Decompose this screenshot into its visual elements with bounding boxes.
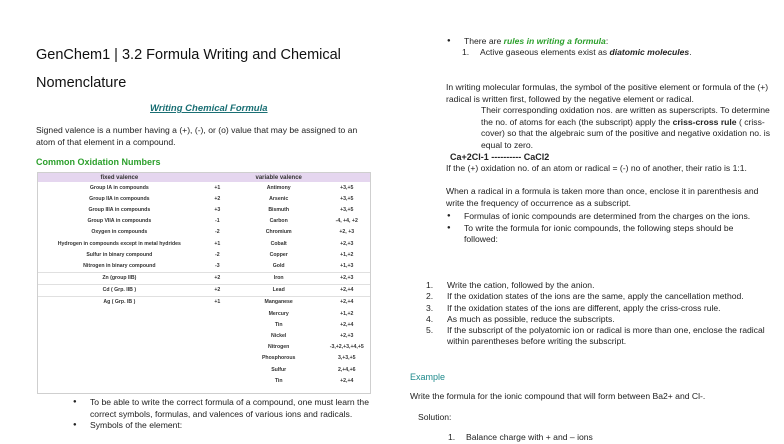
table-cell-fv: +1 (214, 184, 221, 191)
table-cell-fixed (38, 330, 201, 341)
table-cell-var: Mercury (268, 310, 289, 317)
table-cell-fixed: Ag ( Grp. IB ) (38, 296, 201, 308)
table-cell-fixed (38, 364, 201, 375)
table-cell-vv: +3,+5 (340, 206, 354, 213)
table-row (38, 319, 370, 330)
table-row (38, 296, 370, 308)
list-item: ● Formulas of ionic compounds are determined from the charges on the ions. (447, 211, 769, 223)
table-cell-var: Copper (269, 251, 288, 258)
radical-paragraph: When a radical in a formula is taken more than once, enclose it in parenthesis and write the frequency of occurrence as a subscript. (446, 186, 759, 208)
table-cell-fv: +1 (214, 240, 221, 247)
table-cell-var: Sulfur (271, 366, 287, 373)
list-item: 4. As much as possible, reduce the subscripts. (426, 313, 615, 324)
table-cell-var: Lead (234, 284, 324, 296)
table-cell-vv: +2,+3 (340, 333, 354, 340)
ionic-bullets (447, 211, 769, 246)
table-row (38, 227, 370, 238)
table-cell-fixed (38, 319, 201, 330)
list-item: 1. Write the cation, followed by the anion. (426, 280, 595, 290)
table-cell-var: Chromium (265, 229, 292, 236)
page-title (36, 44, 376, 94)
table-cell-vv: 2,+4,+6 (337, 366, 356, 373)
table-cell-var: Antimony (266, 184, 291, 191)
example-label: Example (410, 372, 446, 382)
table-cell-fixed: Group IIA in compounds (89, 195, 150, 202)
rules-bullet (447, 36, 767, 48)
table-cell-fv (201, 308, 234, 319)
table-cell-var: Tin (274, 377, 283, 384)
criss-cross-paragraph: Their corresponding oxidation nos. are written as superscripts. To determine the no. of atoms for each (the subscript) apply the criss-cross rule ( criss-cover) so that the algebraic sum of the positive and negative oxidation no. is equal to zero. (481, 105, 771, 150)
list-item: ● Symbols of the element: (73, 420, 373, 432)
table-cell-fv: -2 (214, 251, 220, 258)
table-row (38, 364, 370, 375)
table-cell-fv (201, 375, 234, 386)
table-cell-fixed (38, 308, 201, 319)
table-cell-vv: +1,+2 (340, 310, 354, 317)
common-oxidation-heading: Common Oxidation Numbers (36, 157, 161, 167)
table-row (38, 284, 370, 296)
list-item: 2. If the oxidation states of the ions are the same, apply the cancellation method. (426, 291, 744, 302)
table-cell-var: Tin (274, 321, 283, 328)
table-cell-vv: +3,+5 (340, 184, 354, 191)
table-row (38, 238, 370, 249)
list-item: ● To be able to write the correct formula of a compound, one must learn the correct symbols, formulas, and valences of various ions and radicals. (73, 397, 373, 420)
table-cell-fv (201, 342, 234, 353)
table-cell-fv (201, 319, 234, 330)
table-cell-var: Nickel (271, 333, 287, 340)
table-row (38, 216, 370, 227)
table-cell-var: Cobalt (270, 240, 287, 247)
table-row (38, 204, 370, 215)
header-variable-valence: variable valence (234, 173, 324, 182)
table-cell-vv: +2,+3 (340, 240, 354, 247)
table-cell-var: Manganese (234, 296, 324, 308)
table-cell-var: Carbon (269, 218, 288, 225)
table-cell-fv: -3 (214, 262, 220, 269)
table-cell-vv: +2,+4 (324, 296, 371, 308)
table-cell-fixed: Zn (group IIB) (38, 272, 201, 284)
steps-list (426, 280, 776, 348)
table-cell-vv: +2,+4 (340, 321, 354, 328)
table-cell-var: Phosphorous (261, 355, 296, 362)
table-cell-var: Arsenic (269, 195, 289, 202)
table-cell-fv: +2 (201, 272, 234, 284)
table-cell-fixed (38, 353, 201, 364)
table-cell-fv (201, 364, 234, 375)
table-row (38, 353, 370, 364)
table-cell-fv (201, 353, 234, 364)
table-cell-fixed: Group IA in compounds (89, 184, 149, 191)
list-item: 3. If the oxidation states of the ions are different, apply the criss-cross rule. (426, 302, 721, 313)
table-row (38, 330, 370, 341)
table-cell-fv: +2 (214, 195, 221, 202)
table-cell-fv: -1 (214, 218, 220, 225)
table-cell-var: Nitrogen (268, 344, 290, 351)
criss-cross-rule: criss-cross rule (672, 116, 737, 127)
table-cell-vv: -4, +4, +2 (335, 218, 358, 225)
section-subheading: Writing Chemical Formula (150, 103, 268, 114)
table-cell-var: Iron (234, 272, 324, 284)
table-cell-fixed: Cd ( Grp. IIB ) (38, 284, 201, 296)
molecular-formula-paragraph: In writing molecular formulas, the symbol of the positive element or formula of the (+) radical is written first, followed by the negative element or radical. (446, 82, 769, 104)
table-cell-vv: -3,+2,+3,+4,+5 (329, 344, 364, 351)
table-row (38, 182, 370, 193)
table-cell-vv: +2,+4 (340, 377, 354, 384)
header-fixed-valence: fixed valence (38, 173, 201, 182)
table-cell-vv: +2,+3 (324, 272, 371, 284)
solution-step: 1. Balance charge with + and – ions (448, 432, 593, 442)
table-cell-fixed: Nitrogen in binary compound (83, 262, 156, 269)
table-cell-fixed: Hydrogen in compounds except in metal hydrides (57, 240, 181, 247)
title-line-2: Nomenclature (36, 75, 127, 91)
rules-emphasis: rules in writing a formula (503, 36, 606, 46)
criss-cross-equation: Ca+2Cl-1 ---------- CaCl2 (450, 152, 550, 162)
table-cell-fv: +1 (201, 296, 234, 308)
table-cell-var: Bismuth (268, 206, 290, 213)
table-cell-fv: +3 (214, 206, 221, 213)
rule-1: 1. Active gaseous elements exist as diatomic molecules. (462, 47, 692, 57)
list-item: ● There are rules in writing a formula: (447, 36, 767, 48)
diatomic-emphasis: diatomic molecules (609, 47, 690, 57)
table-cell-vv: +2, +3 (339, 229, 355, 236)
table-cell-vv: +1,+3 (340, 262, 354, 269)
table-cell-fv: -2 (214, 229, 220, 236)
table-row (38, 193, 370, 204)
oxidation-table (37, 172, 371, 394)
table-row (38, 308, 370, 319)
table-cell-fixed: Group VIIA in compounds (87, 218, 152, 225)
title-line-1: GenChem1 | 3.2 Formula Writing and Chemical (36, 47, 341, 63)
table-cell-fixed: Oxygen in compounds (91, 229, 148, 236)
table-cell-vv: 3,+3,+5 (337, 355, 356, 362)
left-bullet-list (73, 397, 373, 432)
example-text: Write the formula for the ionic compound that will form between Ba2+ and Cl-. (410, 391, 706, 401)
table-row (38, 260, 370, 272)
table-cell-vv: +2,+4 (324, 284, 371, 296)
solution-label: Solution: (418, 412, 452, 422)
list-item: ● To write the formula for ionic compounds, the following steps should be followed: (447, 223, 769, 246)
table-row (38, 272, 370, 284)
table-cell-fixed (38, 375, 201, 386)
table-cell-fv: +2 (201, 284, 234, 296)
list-item: 5. If the subscript of the polyatomic ion or radical is more than one, enclose the radical within parentheses before writing the subscript. (426, 325, 765, 347)
table-cell-vv: +3,+5 (340, 195, 354, 202)
table-row (38, 342, 370, 353)
table-cell-fv (201, 330, 234, 341)
table-cell-var: Gold (272, 262, 285, 269)
ratio-paragraph: If the (+) oxidation no. of an atom or radical = (-) no of another, their ratio is 1:1. (446, 163, 747, 173)
table-row (38, 375, 370, 386)
table-cell-fixed: Sulfur in binary compound (86, 251, 153, 258)
signed-valence-paragraph: Signed valence is a number having a (+), (-), or (o) value that may be assigned to an atom of that element in a compound. (36, 125, 358, 147)
table-cell-fixed (38, 342, 201, 353)
table-cell-vv: +1,+2 (340, 251, 354, 258)
table-row (38, 249, 370, 260)
table-cell-fixed: Group IIIA in compounds (88, 206, 151, 213)
